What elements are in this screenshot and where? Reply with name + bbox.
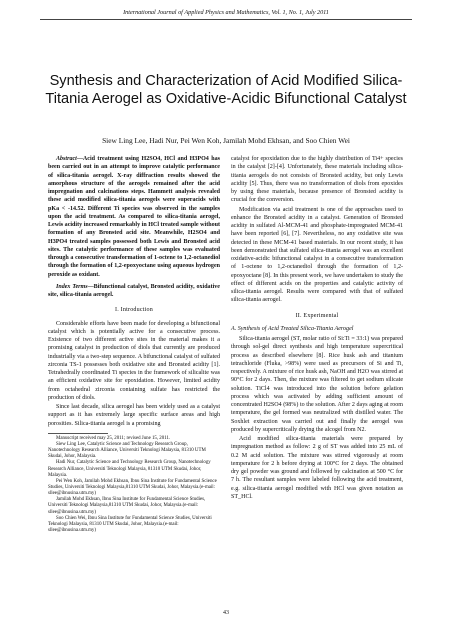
header-rule xyxy=(40,19,412,20)
intro-paragraph-2: Since last decade, silica aerogel has been widely used as a catalyst support as it has extremely large specific surface areas and high porosities. Silica-titania aerogel is a promising xyxy=(48,404,220,427)
abstract-text: —Acid treatment using H2SO4, HCl and H3PO4 has been carried out in an attempt to improve catalytic performance of silica-titania aerogel. X-ray diffraction results showed the amorphous structure of the aerogels remained after the acid impregnation and calcinations steps. Hammett analysis revealed these acid modified silica-titania aerogels were superacids with pKa < -14.52. Different Ti species was observed in the samples upon the acid treatment. As compared to silica-titania aerogel, Lewis acidity increased remarkably in HCl treated sample without formation of any Bronsted acid site. Meanwhile, H2SO4 and H3PO4 treated samples possessed both Lewis and Bronsted acid sites. The catalytic performance of these samples was evaluated through a consecutive transformation of 1-octene to 1,2-octanediol through the formation of 1,2-epoxyoctane using aqueous hydrogen peroxide as oxidant. xyxy=(48,156,220,278)
footnote-author: Pei Wen Koh, Jamilah Mohd Ekhsan, Ibnu Sina Institute for Fundamental Science Studies, Universiti Teknologi Malaysia,81310 UTM Skudai, Johor, Malaysia.(e-mail: sllee@ibnusina.utm.my) xyxy=(48,478,217,497)
journal-header: International Journal of Applied Physics and Mathematics, Vol. 1, No. 1, July 2011 xyxy=(123,9,329,16)
footnote-author: Siew Ling Lee, Catalytic Science and Technology Research Group, Nanotechnology Research Alliance, Universiti Teknologi Malaysia, 81310 UTM Skudai, Johor, Malaysia. xyxy=(48,441,206,460)
abstract-label: Abstract xyxy=(56,156,77,162)
page-number: 43 xyxy=(223,610,229,616)
body-paragraph: Silica-titania aerogel (ST, molar ratio of Si:Ti = 33:1) was prepared through sol-gel direct synthesis and high temperature supercritical process as described elsewhere [8]. Rice husk ash and titanium tetrachloride (Fluka, >98%) were used as precursors of Si and Ti, respectively. A mixture of rice husk ash, NaOH and H2O was stirred at 90°C for 2 days. Then, the mixture was filtered to get sodium silicate solution. TiCl4 was introduced into the solution before gelation process which was activated by adding sufficient amount of concentrated H2SO4 (98%) to the solution. After 2 days aging at room temperature, the gel formed was neutralized with distilled water. The Soxhlet extraction was carried out and finally the aerogel was produced by supercritically drying the alcogel from N2. xyxy=(231,336,403,433)
section-heading-introduction: I. Introduction xyxy=(115,307,153,314)
subsection-heading: A. Synthesis of Acid Treated Silica-Titania Aerogel xyxy=(231,325,354,332)
abstract xyxy=(48,155,220,279)
body-paragraph: Acid modified silica-titania materials were prepared by impregnation method as follow: 2 g of ST was added into 25 mL of 0.2 M acid solution. The mixture was stirred vigorously at room temperature for 2 h before drying at 100°C for 2 days. The obtained dry gel powder was ground and followed by calcination at 500 °C for 7 h. The resultant samples were labeled following the acid treatment, e.g. silica-titania aerogel modified with HCl was given notation as ST_HCl. xyxy=(231,436,403,500)
footnote-author: Hadi Nur, Catalytic Science and Technology Research Group, Nanotechnology Research Alliance, Universiti Teknologi Malaysia, 81310 UTM Skudai, Johor, Malaysia. xyxy=(48,460,211,478)
right-column xyxy=(231,155,403,502)
intro-paragraph-1: Considerable efforts have been made for developing a bifunctional catalyst which is potentially active for a consecutive process. Existence of two different active sites in the material makes it a promising catalyst in production of diols that currently are produced industrially via a two-step sequence. A bifunctional catalyst of sulfated zirconia TS-1 possesses both oxidative site and Bronsted acidity [1]. Tetrahedrally coordinated Ti species in the framework of silicalite was an efficient oxidative site for epoxidation. However, limited acidity from octahedral zirconia containing sulfate has restricted the production of diols. xyxy=(48,320,220,401)
footnote-rule xyxy=(48,433,108,434)
body-paragraph: Modification via acid treatment is one of the approaches used to enhance the Bronsted acidity in a catalyst. Generation of Bronsted acidity in sulfated Al-MCM-41 and phosphate-impregnated MCM-41 have been reported [6], [7]. Nevertheless, no any oxidative site was detected in these MCM-41 based materials. In our recent study, it has been demonstrated that sulfated silica-titania aerogel was an excellent oxidative-acidic bifunctional catalyst in a consecutive transformation of 1-octene to 1,2-octanediol through the formation of 1,2-epoxyoctane [8]. In this present work, we have undertaken to study the effect of different acids on the properties and catalytic activity of silica-titania aerogel. Results were compared with that of sulfated silica-titania aerogel. xyxy=(231,206,403,304)
paper-title: Synthesis and Characterization of Acid Modified Silica-Titania Aerogel as Oxidative-Acidic Bifunctional Catalyst xyxy=(45,73,407,107)
body-paragraph: catalyst for epoxidation due to the highly distribution of Ti4+ species in the catalyst [2]-[4]. Unfortunately, these materials including silica-titania aerogels do not consists of Bronsted acidity, but only Lewis acidity [5]. Thus, there was no transformation of diols from epoxides by using these materials, because presence of Bronsted acidity is crucial for the conversion. xyxy=(231,156,403,204)
section-heading-experimental: II. Experimental xyxy=(295,312,339,319)
footnote-received: Manuscript received may 25, 2011; revised June 15, 2011. xyxy=(56,435,171,441)
index-terms-text: —Bifunctional catalyst, Bronsted acidity, oxidative site, silica-titania aerogel. xyxy=(48,283,220,298)
left-column xyxy=(48,155,220,534)
footnote-author: Jamilah Mohd Ekhsan, Ibnu Sina Institute for Fundamental Science Studies, Universiti Teknologi Malaysia,81310 UTM Skudai, Johor, Malaysia.(e-mail: sllee@ibnusina.utm.my) xyxy=(48,497,206,515)
index-terms-label: Index Terms xyxy=(56,283,88,290)
footnote-author: Soo Chien Wei, Ibnu Sina Institute for Fundamental Science Studies, Universiti Teknologi Malaysia, 81310 UTM Skudai, Johor, Malaysia.(e-mail: sllee@ibnusina.utm.my) xyxy=(48,515,212,534)
index-terms xyxy=(48,283,220,300)
author-list: Siew Ling Lee, Hadi Nur, Pei Wen Koh, Jamilah Mohd Ekhsan, and Soo Chien Wei xyxy=(102,136,350,145)
